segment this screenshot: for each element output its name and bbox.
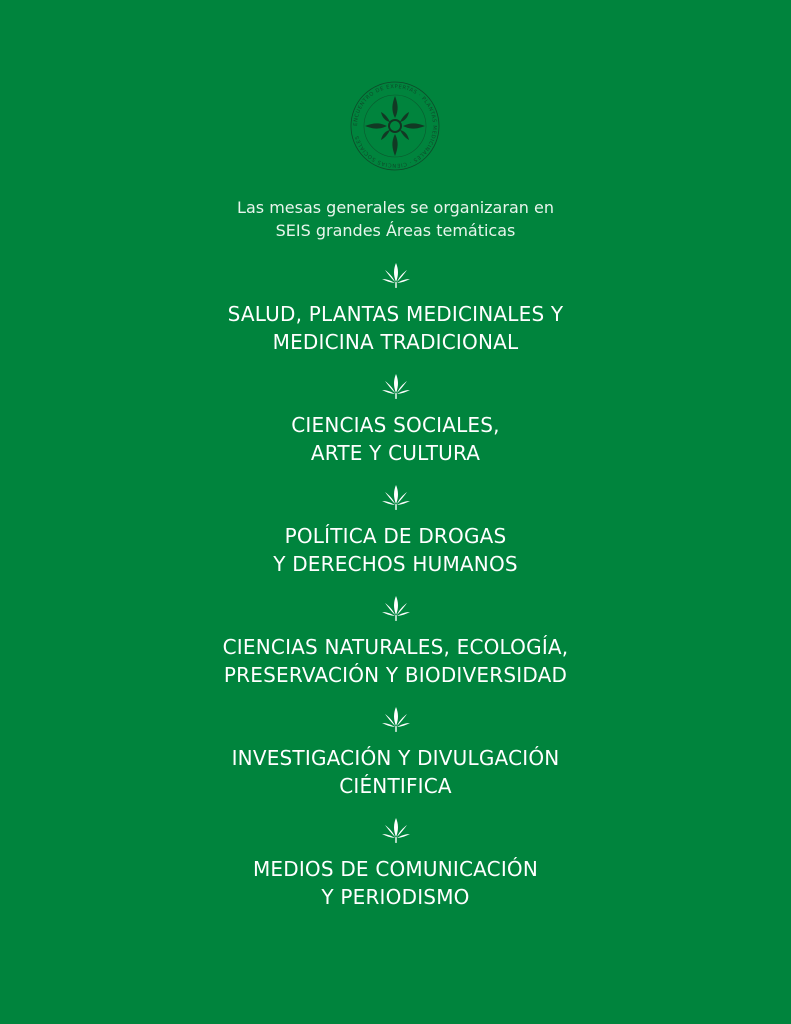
cannabis-leaf-seal-icon	[345, 76, 445, 176]
area-title	[0, 522, 791, 578]
area-title-line-2: MEDICINA TRADICIONAL	[272, 330, 519, 354]
area-title-line-2: Y PERIODISMO	[321, 885, 470, 909]
area-title-line-2: CIÉNTIFICA	[339, 774, 452, 798]
area-item-medios	[0, 817, 791, 911]
area-item-salud	[0, 262, 791, 356]
seal-ring-text: ENCUENTRO DE EXPERTAS · PLANTAS MEDICINALES · CIENCIAS SOCIALES	[352, 83, 438, 169]
area-title-line-2: PRESERVACIÓN Y BIODIVERSIDAD	[223, 663, 568, 687]
intro-text	[0, 196, 791, 242]
area-title-line-1: CIENCIAS NATURALES, ECOLOGÍA,	[222, 635, 569, 659]
cannabis-leaf-icon	[381, 817, 411, 845]
intro-line-1: Las mesas generales se organizaran en	[237, 198, 554, 217]
cannabis-leaf-icon	[381, 262, 411, 290]
area-title-line-1: INVESTIGACIÓN Y DIVULGACIÓN	[231, 746, 560, 770]
area-title-line-1: MEDIOS DE COMUNICACIÓN	[252, 857, 539, 881]
cannabis-leaf-icon	[381, 484, 411, 512]
area-item-politica-drogas	[0, 484, 791, 578]
area-item-ciencias-sociales	[0, 373, 791, 467]
seal-logo	[345, 76, 445, 176]
intro-line-2: SEIS grandes Áreas temáticas	[275, 221, 516, 240]
area-title	[0, 855, 791, 911]
area-title	[0, 300, 791, 356]
area-title-line-2: ARTE Y CULTURA	[310, 441, 481, 465]
area-title-line-1: POLÍTICA DE DROGAS	[284, 524, 507, 548]
area-title	[0, 744, 791, 800]
area-item-investigacion	[0, 706, 791, 800]
cannabis-leaf-icon	[381, 706, 411, 734]
area-title-line-1: CIENCIAS SOCIALES,	[291, 413, 500, 437]
area-title-line-2: Y DERECHOS HUMANOS	[273, 552, 518, 576]
area-title-line-1: SALUD, PLANTAS MEDICINALES Y	[227, 302, 564, 326]
cannabis-leaf-icon	[381, 595, 411, 623]
area-title	[0, 633, 791, 689]
cannabis-leaf-icon	[381, 373, 411, 401]
area-item-ciencias-naturales	[0, 595, 791, 689]
area-title	[0, 411, 791, 467]
